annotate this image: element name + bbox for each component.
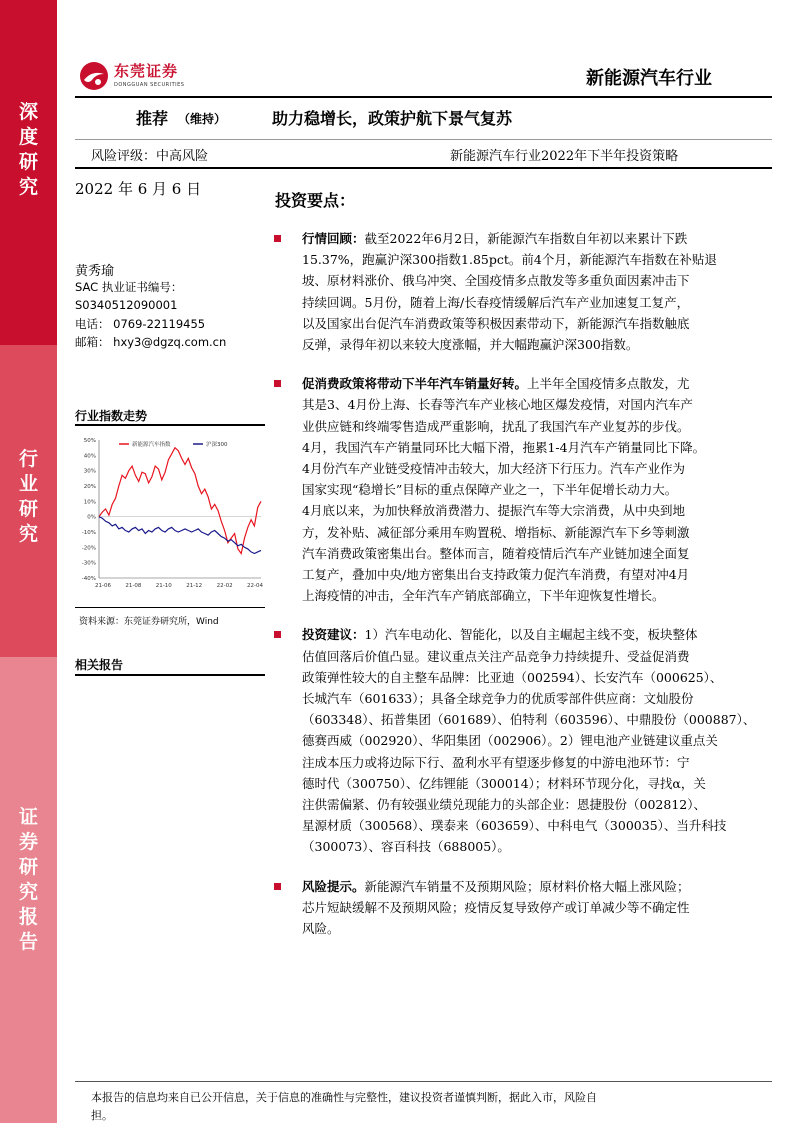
x-tick-label: 22-04 [247,583,263,589]
key-point-line [302,624,697,645]
bullet-square-icon [274,380,281,387]
key-point-line [302,437,705,458]
logo-name: 东莞证券 [114,62,179,80]
key-point-text: 上海疫情的冲击，全年汽车产销底部确立，下半年迎恢复性增长。 [302,588,665,604]
key-point-line [302,667,722,688]
key-point-line [302,688,693,709]
sidebar-block-deep-research [0,0,57,345]
key-point-line [302,646,690,667]
title-divider [75,167,772,169]
key-point-heading: 行情回顾： [302,231,365,246]
sidebar-char: 研 [18,151,38,173]
key-point-line [302,313,690,334]
sidebar-char: 业 [18,473,38,495]
section-title: 投资要点： [275,191,356,210]
series-line-2 [99,517,261,554]
sac-label: SAC 执业证书编号： [75,280,183,294]
x-tick-label: 21-10 [155,583,172,589]
sidebar-char: 度 [18,126,38,148]
sidebar-char: 告 [18,931,38,953]
sidebar-char: 研 [18,498,38,520]
sidebar-char: 深 [18,101,38,123]
disclaimer-line-2: 担。 [91,1109,113,1122]
key-point-text: 注供需偏紧、仍有较强业绩兑现能力的头部企业：恩捷股份（002812）、 [302,796,706,812]
chart-bottom-rule [75,607,265,608]
logo-english: DONGGUAN SECURITIES [114,82,185,88]
bullet-square-icon [274,883,281,890]
key-point-line [302,836,510,857]
key-point-heading: 风险提示。 [302,878,365,894]
sidebar-char: 券 [18,831,38,853]
key-point-text: 4月份汽车产业链受疫情冲击较大，加大经济下行压力。汽车产业作为 [302,460,685,476]
key-point-text: 德赛西威（002920）、华阳集团（002906）。2）锂电池产业链建议重点关 [302,733,718,749]
key-point-line [302,794,706,815]
rating-divider [75,139,772,140]
key-point-text: 估值回落后价值凸显。建议重点关注产品竞争力持续提升、受益促消费 [302,648,690,664]
industry-index-chart [75,428,265,600]
y-tick-label: -10% [81,530,96,536]
y-tick-label: 50% [83,438,96,444]
key-point-heading: 投资建议： [302,627,365,643]
key-point-line [302,270,690,291]
legend-label: 新能源汽车指数 [132,442,171,448]
key-point-line [302,876,690,897]
key-point-line [302,773,706,794]
y-tick-label: 10% [83,499,96,506]
key-point-text: 4月底以来，为加快释放消费潜力、提振汽车等大宗消费，从中央到地 [302,503,685,519]
key-point-text: （300073）、容百科技（688005）。 [302,839,510,855]
risk-level: 风险评级：中高风险 [91,149,209,164]
key-point-line [302,564,689,585]
sidebar-char: 研 [18,856,38,878]
key-point-text: 截至2022年6月2日，新能源汽车指数自年初以来累计下跌 [364,231,688,246]
y-tick-label: 20% [83,484,96,490]
key-point-line [302,522,690,543]
bullet-square-icon [274,631,281,638]
key-point-text: 长城汽车（601633）；具备全球竞争力的优质零部件供应商：文灿股份 [302,690,694,706]
disclaimer [91,1089,597,1125]
rating-status: （维持） [178,112,227,126]
key-point-text: 德时代（300750）、亿纬锂能（300014）；材料环节现分化，寻找α，关 [302,775,706,791]
key-point-line [302,815,726,836]
sidebar [0,0,57,1123]
industry-title: 新能源汽车行业 [586,68,712,89]
company-logo [78,58,208,94]
key-point-text: 15.37%，跑赢沪深300指数1.85pct。前4个月，新能源汽车指数在补贴退 [302,252,717,268]
related-reports-title: 相关报告 [75,658,124,672]
key-point-text: 持续回调。5月份，随着上海/长春疫情缓解后汽车产业加速复工复产， [302,294,690,310]
key-point-line [302,228,687,249]
legend-label: 沪深300 [206,442,228,448]
key-point-text: 星源材质（300568）、璞泰来（603659）、中科电气（300035）、当升科技 [302,818,727,834]
series-line-1 [99,448,261,554]
key-point-line [302,730,718,751]
key-point-text: 政策弹性较大的自主整车品牌：比亚迪（002594）、长安汽车（000625）、 [302,669,723,685]
y-tick-label: 30% [83,468,96,475]
key-point-text: 汽车消费政策密集出台。整体而言，随着疫情后汽车产业链加速全面复 [302,545,690,561]
sidebar-block-industry-research [0,345,57,657]
key-point-heading: 促消费政策将带动下半年汽车销量好转。 [302,376,528,392]
y-tick-label: -30% [81,560,96,567]
key-point-line [302,292,689,313]
sidebar-char: 究 [18,881,38,903]
bullet-square-icon [274,235,281,242]
key-point-line [302,500,685,521]
key-point-text: 其是3、4月份上海、长春等汽车产业核心地区爆发疫情，对国内汽车产 [302,397,693,413]
y-tick-label: 40% [83,453,96,460]
logo-mark-icon [78,60,110,92]
x-tick-label: 22-02 [216,583,233,589]
key-point-text: 4月，我国汽车产销量同环比大幅下滑，拖累1-4月汽车产销量同比下降。 [302,439,706,455]
key-point-text: 业供应链和终端零售造成严重影响，扰乱了我国汽车产业复苏的步伐。 [302,418,690,434]
analyst-phone: 电话： 0769-22119455 [75,317,206,331]
header-divider [75,96,772,98]
key-point-line [302,373,690,394]
sidebar-char: 证 [18,806,38,828]
key-point-text: 风险。 [302,920,340,936]
sidebar-char: 究 [18,523,38,545]
analyst-name: 黄秀瑜 [75,264,115,279]
key-point-line [302,479,677,500]
chart-section-title: 行业指数走势 [75,409,148,423]
footer-divider [75,1081,772,1082]
key-point-line [302,249,717,270]
sidebar-char: 行 [18,448,38,470]
headline: 助力稳增长，政策护航下景气复苏 [272,109,513,128]
key-point-line [302,918,340,939]
y-tick-label: 0% [87,514,96,521]
key-point-text: 工复产，叠加中央/地方密集出台支持政策力促汽车消费，有望对冲4月 [302,566,690,582]
chart-top-rule [75,424,265,426]
key-point-line [302,585,665,606]
key-point-text: 反弹，录得年初以来较大度涨幅，并大幅跑赢沪深300指数。 [302,337,639,352]
y-tick-label: -20% [81,545,96,552]
key-point-line [302,416,690,437]
x-tick-label: 21-08 [125,583,142,589]
key-point-text: 上半年全国疫情多点散发，尤 [527,376,690,392]
key-point-text: 1）汽车电动化、智能化，以及自主崛起主线不变，板块整体 [364,627,698,643]
key-point-text: 坡、原材料涨价、俄乌冲突、全国疫情多点散发等多重负面因素冲击下 [302,273,690,289]
report-name: 新能源汽车行业2022年下半年投资策略 [450,149,679,164]
sac-number: S0340512090001 [75,298,178,312]
report-date: 2022 年 6 月 6 日 [75,180,202,198]
key-point-line [302,752,690,773]
key-point-line [302,709,755,730]
key-point-line [302,394,693,415]
key-point-text: 以及国家出台促汽车消费政策等积极因素带动下，新能源汽车指数触底 [302,315,690,331]
key-point-text: 芯片短缺缓解不及预期风险；疫情反复导致停产或订单减少等不确定性 [302,899,690,915]
related-reports-rule [75,674,265,676]
sidebar-block-securities-report [0,657,57,1123]
chart-source: 资料来源：东莞证券研究所，Wind [79,617,219,627]
key-point-line [302,897,690,918]
y-tick-label: -40% [81,576,96,582]
rating-label: 推荐 [136,109,169,128]
key-point-line [302,458,685,479]
sidebar-char: 究 [18,176,38,198]
key-point-text: 国家实现“稳增长”目标的重点保障产业之一，下半年促增长动力大。 [302,482,678,498]
key-point-line [302,334,638,355]
sidebar-char: 报 [18,906,38,928]
key-point-text: 新能源汽车销量不及预期风险；原材料价格大幅上涨风险； [364,878,690,894]
key-point-text: 注成本压力或将边际下行、盈利水平有望逐步修复的中游电池环节：宁 [302,754,690,770]
key-point-text: （603348）、拓普集团（601689）、伯特利（603596）、中鼎股份（000887）、 [302,712,756,728]
x-tick-label: 21-12 [186,583,203,589]
disclaimer-line-1: 本报告的信息均来自已公开信息，关于信息的准确性与完整性，建议投资者谨慎判断，据此入市，风险自 [91,1091,597,1104]
key-point-text: 方，发补贴、减征部分乘用车购置税、增指标、新能源汽车下乡等刺激 [302,524,690,540]
analyst-email: 邮箱： hxy3@dgzq.com.cn [75,335,227,349]
x-tick-label: 21-06 [95,583,111,589]
key-point-line [302,543,690,564]
